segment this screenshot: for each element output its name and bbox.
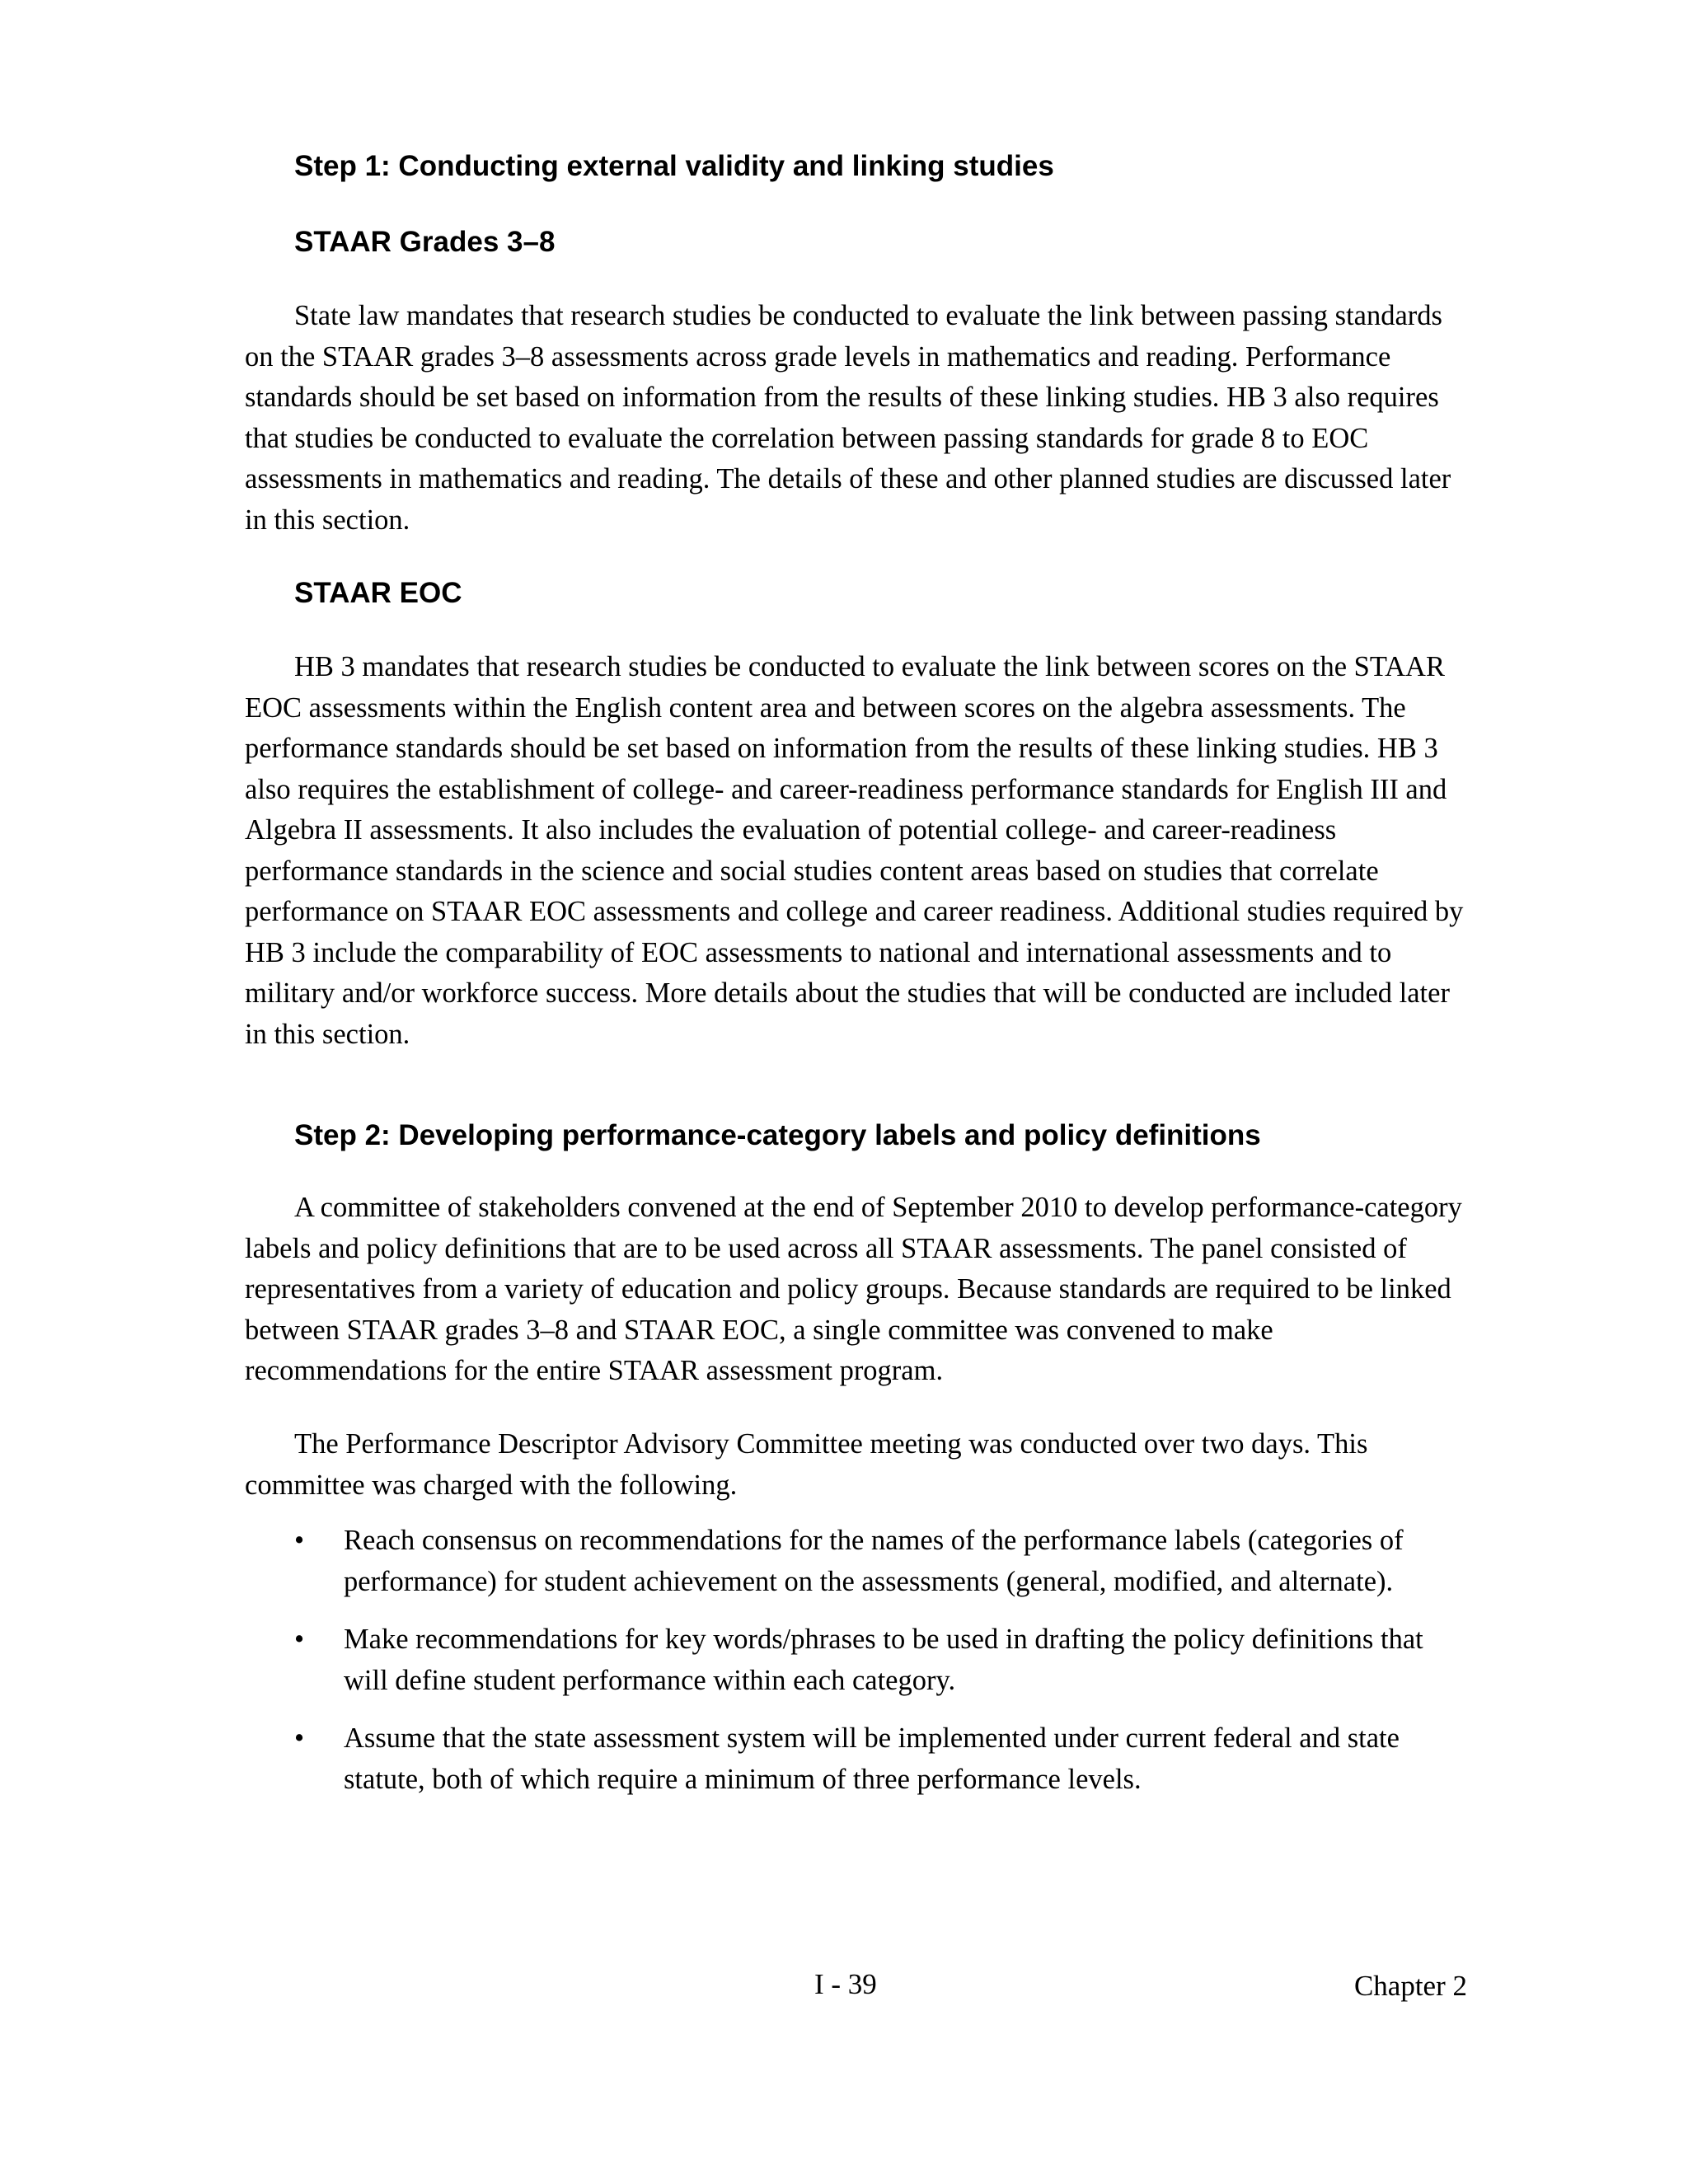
chapter-label: Chapter 2 [1353, 1970, 1467, 2002]
bullet-icon: • [294, 1722, 305, 1754]
list-item-text: Reach consensus on recommendations for the names of the performance labels (categories of performance) for student achievement on the assessments (general, modified, and alternate). [344, 1525, 1404, 1597]
bullet-icon: • [294, 1525, 305, 1556]
list-item [245, 1718, 1473, 1800]
advisory-committee-paragraph: The Performance Descriptor Advisory Committee meeting was conducted over two days. This committee was charged with the following. [245, 1428, 1368, 1501]
list-item-text: Assume that the state assessment system will be implemented under current federal and state statute, both of which require a minimum of three performance levels. [344, 1722, 1400, 1795]
staar-eoc-paragraph: HB 3 mandates that research studies be conducted to evaluate the link between scores on the STAAR EOC assessments within the English content area and between scores on the algebra assessments. The performance standards should be set based on information from the results of these linking studies. HB 3 also requires the establishment of college- and career-readiness performance standards for English III and Algebra II assessments. It also includes the evaluation of potential college- and career-readiness performance standards in the science and social studies content areas based on studies that correlate performance on STAAR EOC assessments and college and career readiness. Additional studies required by HB 3 include the comparability of EOC assessments to national and international assessments and to military and/or workforce success. More details about the studies that will be conducted are included later in this section. [245, 651, 1464, 1050]
staar-grades-subheading: STAAR Grades 3–8 [294, 226, 556, 258]
staar-eoc-subheading: STAAR EOC [294, 577, 462, 609]
list-item [245, 1619, 1473, 1701]
staar-grades-paragraph: State law mandates that research studies be conducted to evaluate the link between passing standards on the STAAR grades 3–8 assessments across grade levels in mathematics and reading. Performance standards should be set based on information from the results of these linking studies. HB 3 also requires that studies be conducted to evaluate the correlation between passing standards for grade 8 to EOC assessments in mathematics and reading. The details of these and other planned studies are discussed later in this section. [245, 300, 1451, 536]
list-item-text: Make recommendations for key words/phrases to be used in drafting the policy definitions that will define student performance within each category. [344, 1624, 1423, 1696]
bullet-icon: • [294, 1624, 305, 1655]
committee-paragraph: A committee of stakeholders convened at the end of September 2010 to develop performance-category labels and policy definitions that are to be used across all STAAR assessments. The panel consisted of representatives from a variety of education and policy groups. Because standards are required to be linked between STAAR grades 3–8 and STAAR EOC, a single committee was convened to make recommendations for the entire STAAR assessment program. [245, 1192, 1462, 1386]
list-item [245, 1521, 1473, 1602]
page-number: I - 39 [814, 1968, 877, 2000]
step2-heading: Step 2: Developing performance-category labels and policy definitions [294, 1119, 1261, 1151]
step1-heading: Step 1: Conducting external validity and linking studies [294, 150, 1054, 182]
